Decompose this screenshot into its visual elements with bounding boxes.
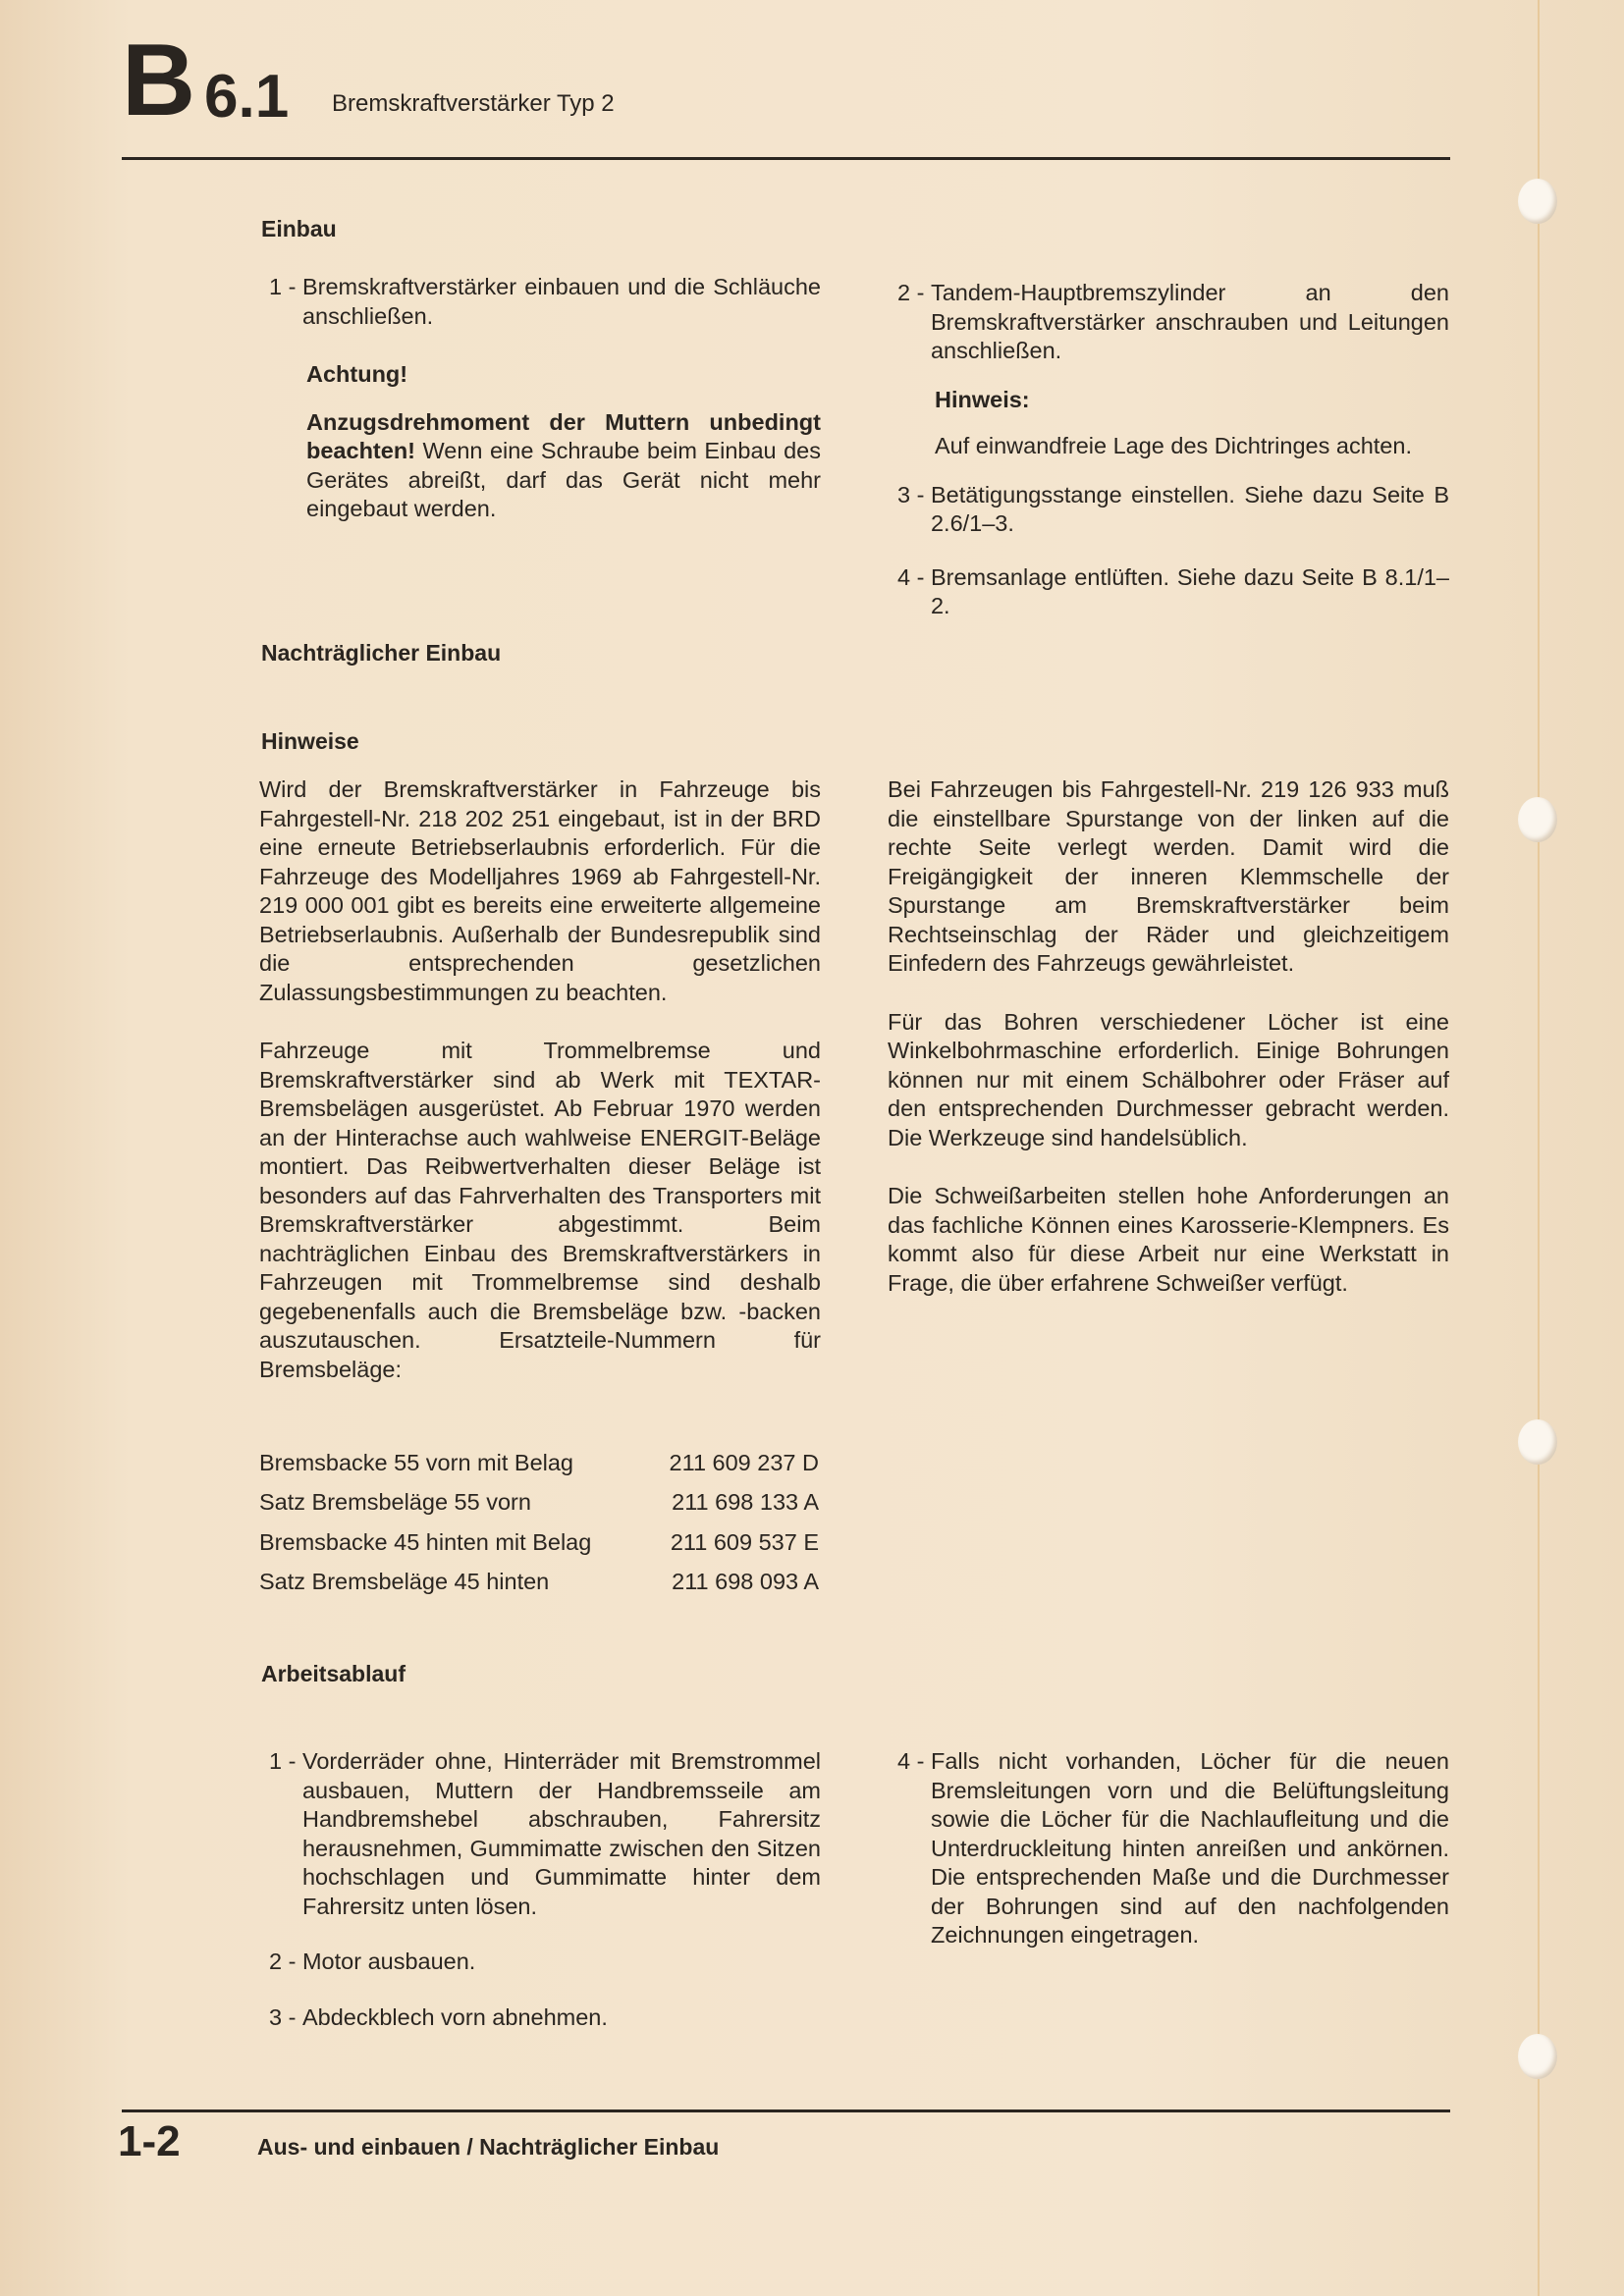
heading-einbau: Einbau [261, 216, 337, 241]
section-letter: B [122, 24, 194, 137]
hinweise-right-column [888, 775, 1449, 1298]
paragraph: Bei Fahrzeugen bis Fahrgestell-Nr. 219 126 933 muß die einstellbare Spurstange von der linken auf die rechte Seite verlegt werden. Damit wird die Freigängigkeit der inneren Klemmschelle der Spurstange am Bremskraftverstärker beim Rechtseinschlag der Räder und gleichzeitigem Einfedern des Fahrzeugs gewährleistet. [888, 776, 1449, 976]
parts-row [259, 1563, 819, 1603]
hinweis-label: Hinweis: [935, 386, 1030, 412]
step-number: 1 - [269, 1748, 302, 1774]
section-title: Bremskraftverstärker Typ 2 [332, 90, 615, 117]
paragraph: Für das Bohren verschiedener Löcher ist eine Winkelbohrmaschine erforderlich. Einige Bohrungen können nur mit einem Schälbohrer oder Fräser auf den entsprechenden Durchmesser gebracht werden. Die Werkzeuge sind handelsüblich. [888, 1008, 1449, 1150]
step-text: Betätigungsstange einstellen. Siehe dazu Seite B 2.6/1–3. [930, 481, 1449, 536]
header-rule [122, 157, 1450, 160]
parts-row [259, 1522, 819, 1563]
paragraph: Wird der Bremskraftverstärker in Fahrzeuge bis Fahrgestell-Nr. 218 202 251 eingebaut, ist in der BRD eine erneute Betriebserlaubnis erforderlich. Für die Fahrzeuge des Modelljahres 1969 ab Fahrgestell-Nr. 219 000 001 gibt es bereits eine erweiterte allgemeine Betriebserlaubnis. Außerhalb der Bundesrepublik sind die entsprechenden gesetzlichen Zulassungsbestimmungen zu beachten. [259, 776, 821, 1005]
step-number: 3 - [269, 2003, 302, 2030]
step-text: Motor ausbauen. [301, 1949, 476, 1974]
step-text: Bremskraftverstärker einbauen und die Schläuche anschließen. [301, 274, 821, 329]
part-number: 211 698 133 A [672, 1489, 819, 1516]
einbau-step-3 [897, 481, 1449, 539]
hinweis-text: Auf einwandfreie Lage des Dichtringes achten. [935, 433, 1412, 458]
footer-title: Aus- und einbauen / Nachträglicher Einbau [257, 2134, 720, 2160]
achtung-rest-text: Wenn eine Schraube beim Einbau des Gerätes abreißt, darf das Gerät nicht mehr eingebaut werden. [306, 438, 821, 521]
step-number: 3 - [897, 481, 931, 507]
parts-row [259, 1483, 819, 1523]
arbeitsablauf-step-1 [269, 1747, 821, 1921]
step-text: Falls nicht vorhanden, Löcher für die neuen Bremsleitungen vorn und die Belüftungsleitung sowie die Löcher für die Nachlaufleitung und die Unterdruckleitung hinten anreißen und ankörnen. Die entsprechenden Maße und die Durchmesser der Bohrungen sind auf den nachfolgenden Zeichnungen eingetragen. [930, 1748, 1449, 1948]
einbau-step-2 [897, 279, 1449, 366]
achtung-label: Achtung! [306, 361, 408, 387]
heading-hinweise: Hinweise [261, 728, 359, 754]
section-number: 6.1 [204, 63, 290, 131]
step-number: 4 - [897, 563, 931, 590]
arbeitsablauf-step-3 [269, 2003, 821, 2033]
paragraph: Fahrzeuge mit Trommelbremse und Bremskraftverstärker sind ab Werk mit TEXTAR-Bremsbelägen ausgerüstet. Ab Februar 1970 werden an der Hinterachse auch wahlweise ENERGIT-Beläge montiert. Das Reibwertverhalten dieser Beläge ist besonders auf das Fahrverhalten des Transporters mit Bremskraftverstärker abgestimmt. Beim nachträglichen Einbau des Bremskraftverstärkers in Fahrzeugen mit Trommelbremse sind deshalb gegebenenfalls auch die Bremsbeläge bzw. -backen auszutauschen. Ersatzteile-Nummern für Bremsbeläge: [259, 1038, 821, 1382]
einbau-right-column [897, 279, 1449, 621]
heading-nachtraeglicher-einbau: Nachträglicher Einbau [261, 640, 502, 666]
hinweise-left-column [259, 775, 821, 1384]
einbau-left-column [269, 273, 821, 524]
part-number: 211 609 237 D [669, 1449, 819, 1475]
step-text: Vorderräder ohne, Hinterräder mit Bremstrommel ausbauen, Muttern der Handbremsseile am Handbremshebel abschrauben, Fahrersitz herausnehmen, Gummimatte zwischen den Sitzen hochschlagen und Gummimatte hinter dem Fahrersitz unten lösen. [301, 1748, 821, 1919]
paragraph: Die Schweißarbeiten stellen hohe Anforderungen an das fachliche Können eines Karosserie-Klempners. Es kommt also für diese Arbeit nur eine Werkstatt in Frage, die über erfahrene Schweißer verfügt. [888, 1183, 1449, 1296]
step-text: Bremsanlage entlüften. Siehe dazu Seite B 8.1/1–2. [930, 563, 1449, 618]
parts-list [259, 1443, 819, 1602]
achtung-text [306, 408, 821, 524]
part-name: Bremsbacke 55 vorn mit Belag [259, 1449, 574, 1475]
step-number: 4 - [897, 1748, 931, 1774]
step-number: 2 - [269, 1949, 302, 1974]
step-number: 2 - [897, 280, 931, 305]
arbeitsablauf-step-4 [897, 1747, 1449, 1950]
page-number: 1-2 [118, 2117, 181, 2165]
parts-row [259, 1443, 819, 1483]
part-number: 211 609 537 E [670, 1528, 819, 1555]
page-edge [1538, 0, 1540, 2296]
binder-hole [1518, 797, 1557, 842]
einbau-step-1 [269, 273, 821, 331]
einbau-step-4 [897, 563, 1449, 621]
step-number: 1 - [269, 274, 302, 299]
part-number: 211 698 093 A [672, 1569, 819, 1595]
step-text: Abdeckblech vorn abnehmen. [301, 2003, 608, 2030]
part-name: Satz Bremsbeläge 55 vorn [259, 1489, 531, 1516]
part-name: Bremsbacke 45 hinten mit Belag [259, 1528, 592, 1555]
step-text: Tandem-Hauptbremszylinder an den Bremskraftverstärker anschrauben und Leitungen anschließen. [930, 280, 1449, 363]
arbeitsablauf-left-column [269, 1747, 821, 2032]
part-name: Satz Bremsbeläge 45 hinten [259, 1569, 550, 1595]
arbeitsablauf-right-column [897, 1747, 1449, 1950]
binder-hole [1518, 179, 1557, 224]
binder-hole [1518, 2034, 1557, 2079]
arbeitsablauf-step-2 [269, 1948, 821, 1977]
heading-arbeitsablauf: Arbeitsablauf [261, 1661, 406, 1686]
achtung-bold-text: Anzugsdrehmoment der Muttern unbedingt beachten! [306, 408, 821, 463]
binder-hole [1518, 1419, 1557, 1465]
footer-rule [122, 2109, 1450, 2112]
